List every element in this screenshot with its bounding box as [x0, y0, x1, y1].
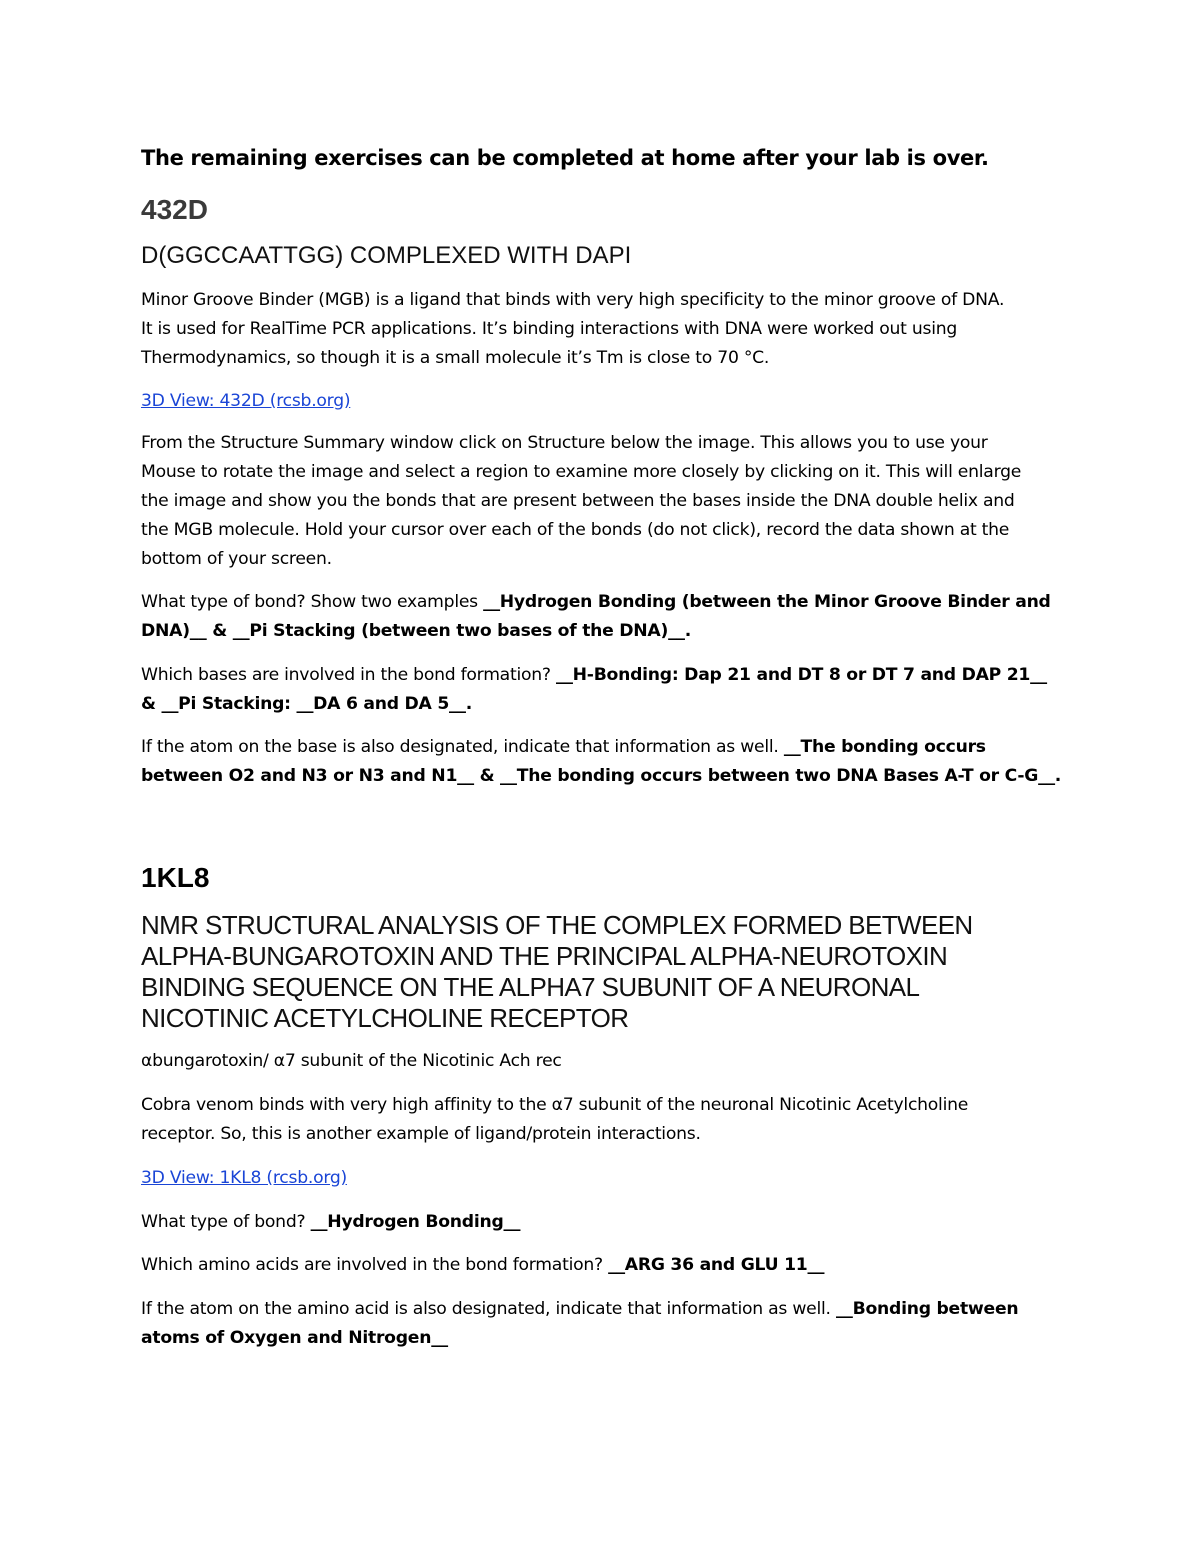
section-1kl8-question-atoms — [141, 1295, 1018, 1353]
section-432d-question-bases — [141, 661, 1047, 719]
section-1kl8-question-bond-type — [141, 1208, 520, 1237]
question-text: If the atom on the base is also designated, indicate that information as well. — [141, 737, 784, 757]
answer-text: __The bonding occurs — [783, 737, 986, 757]
title-line: NICOTINIC ACETYLCHOLINE RECEPTOR — [141, 1003, 629, 1033]
answer-text: __H-Bonding: Dap 21 and DT 8 or DT 7 and DAP 21__ — [555, 665, 1047, 685]
instruction-line: the image and show you the bonds that are present between the bases inside the DNA double helix and — [141, 491, 1015, 511]
section-432d-description — [141, 286, 1004, 373]
section-432d-subtitle: D(GGCCAATTGG) COMPLEXED WITH DAPI — [141, 242, 632, 269]
title-line: BINDING SEQUENCE ON THE ALPHA7 SUBUNIT OF A NEURONAL — [141, 972, 920, 1002]
question-text: What type of bond? Show two examples — [141, 592, 484, 612]
question-text: If the atom on the amino acid is also designated, indicate that information as well. — [141, 1299, 836, 1319]
answer-text: atoms of Oxygen and Nitrogen__ — [141, 1328, 448, 1348]
title-line: NMR STRUCTURAL ANALYSIS OF THE COMPLEX FORMED BETWEEN — [141, 910, 973, 940]
answer-text: DNA)__ & __Pi Stacking (between two bases of the DNA)__. — [141, 621, 692, 641]
instruction-line: From the Structure Summary window click on Structure below the image. This allows you to use your — [141, 433, 988, 453]
description-line: Cobra venom binds with very high affinity to the α7 subunit of the neuronal Nicotinic Acetylcholine — [141, 1095, 969, 1115]
description-line: Thermodynamics, so though it is a small molecule it’s Tm is close to 70 °C. — [141, 348, 770, 368]
rcsb-432d-link[interactable]: 3D View: 432D (rcsb.org) — [141, 391, 351, 411]
rcsb-1kl8-link[interactable]: 3D View: 1KL8 (rcsb.org) — [141, 1168, 347, 1188]
section-1kl8-short-title: αbungarotoxin/ α7 subunit of the Nicotinic Ach rec — [141, 1051, 562, 1071]
answer-text: __ARG 36 and GLU 11__ — [608, 1255, 825, 1275]
section-432d-link-row — [141, 387, 350, 416]
section-432d-code: 432D — [141, 194, 208, 225]
intro-heading: The remaining exercises can be completed at home after your lab is over. — [141, 146, 989, 170]
section-1kl8-title — [141, 910, 973, 1034]
section-432d-question-bond-type — [141, 588, 1051, 646]
section-1kl8-link-row — [141, 1164, 347, 1193]
section-1kl8-description — [141, 1091, 968, 1149]
question-text: Which bases are involved in the bond formation? — [141, 665, 556, 685]
section-1kl8-code: 1KL8 — [141, 862, 210, 893]
instruction-line: Mouse to rotate the image and select a region to examine more closely by clicking on it. This will enlarge — [141, 462, 1022, 482]
description-line: It is used for RealTime PCR applications. It’s binding interactions with DNA were worked out using — [141, 319, 958, 339]
question-text: What type of bond? — [141, 1212, 311, 1232]
section-432d-instructions — [141, 429, 1021, 574]
description-line: Minor Groove Binder (MGB) is a ligand that binds with very high specificity to the minor groove of DNA. — [141, 290, 1005, 310]
description-line: receptor. So, this is another example of ligand/protein interactions. — [141, 1124, 701, 1144]
answer-text: __Hydrogen Bonding (between the Minor Groove Binder and — [483, 592, 1051, 612]
section-432d-question-atoms — [141, 733, 1061, 791]
section-1kl8-short-title-row — [141, 1047, 562, 1076]
instruction-line: the MGB molecule. Hold your cursor over each of the bonds (do not click), record the data shown at the — [141, 520, 1010, 540]
question-text: Which amino acids are involved in the bond formation? — [141, 1255, 609, 1275]
section-1kl8-question-amino-acids — [141, 1251, 824, 1280]
answer-text: __Bonding between — [835, 1299, 1019, 1319]
answer-text: __Hydrogen Bonding__ — [310, 1212, 521, 1232]
answer-text: between O2 and N3 or N3 and N1__ & __The bonding occurs between two DNA Bases A-T or C-G__. — [141, 766, 1062, 786]
instruction-line: bottom of your screen. — [141, 549, 332, 569]
title-line: ALPHA-BUNGAROTOXIN AND THE PRINCIPAL ALPHA-NEUROTOXIN — [141, 941, 948, 971]
answer-text: & __Pi Stacking: __DA 6 and DA 5__. — [141, 694, 473, 714]
